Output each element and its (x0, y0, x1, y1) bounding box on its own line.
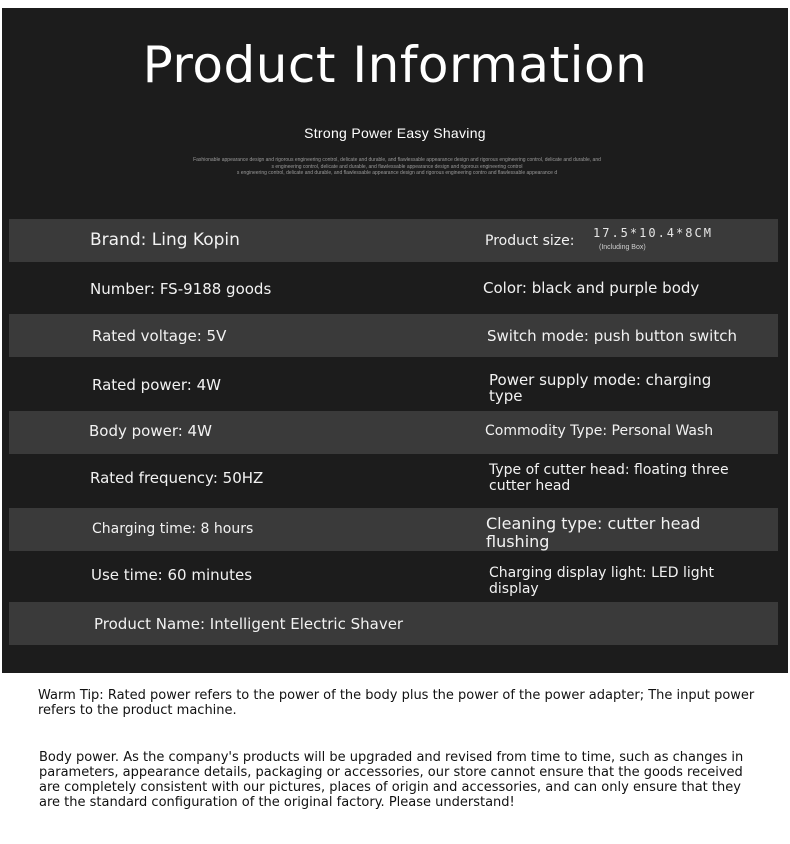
spec-charging-light: Charging display light: LED light display (489, 565, 714, 597)
disclaimer: Body power. As the company's products will be upgraded and revised from time to time, such as changes in parameters, appearance details, packaging or accessories, our store cannot ensure that the goods received are completely consistent with our pictures, places of origin and accessories, and can only ensure that they are the standard configuration of the original factory. Please understand! (39, 750, 744, 810)
page-subtitle: Strong Power Easy Shaving (304, 125, 486, 141)
spec-product-size-value: 17.5*10.4*8CM (593, 226, 713, 240)
warm-tip: Warm Tip: Rated power refers to the power of the body plus the power of the power adapter; The input power refers to the product machine. (38, 688, 755, 718)
page-title: Product Information (142, 36, 648, 94)
spec-row (9, 555, 778, 598)
spec-row (9, 602, 778, 645)
spec-brand: Brand: Ling Kopin (90, 230, 240, 250)
spec-row (9, 267, 778, 310)
fineprint-line: Fashionable appearance design and rigorous engineering control, delicate and durable, and flawlessable appearance design and rigorous engineering control, delicate and durable, and (193, 157, 601, 163)
spec-rated-voltage: Rated voltage: 5V (92, 327, 227, 345)
spec-cutter-head: Type of cutter head: floating three cutter head (489, 462, 729, 494)
spec-commodity-type: Commodity Type: Personal Wash (485, 423, 714, 439)
fineprint (162, 157, 632, 177)
spec-row (9, 411, 778, 454)
spec-rated-power: Rated power: 4W (92, 376, 221, 394)
spec-row (9, 314, 778, 357)
spec-switch-mode: Switch mode: push button switch (487, 327, 737, 345)
spec-use-time: Use time: 60 minutes (91, 566, 253, 584)
fineprint-line: s engineering control, delicate and durable, and flawlessable appearance design and rigorous engineering contro and flawlessable appearance d (236, 170, 558, 176)
spec-number: Number: FS-9188 goods (90, 280, 272, 298)
spec-product-size-label: Product size: (485, 233, 575, 249)
spec-charging-time: Charging time: 8 hours (92, 521, 254, 537)
spec-body-power: Body power: 4W (89, 422, 212, 440)
fineprint-line: s engineering control, delicate and durable, and flawlessable appearance design and rigorous engineering control (271, 163, 523, 170)
spec-row (9, 508, 778, 551)
spec-row (9, 362, 778, 405)
spec-product-name: Product Name: Intelligent Electric Shaver (94, 615, 404, 633)
spec-row (9, 219, 778, 262)
spec-color: Color: black and purple body (483, 279, 700, 297)
spec-rated-frequency: Rated frequency: 50HZ (90, 469, 264, 487)
spec-power-supply-mode: Power supply mode: charging type (489, 371, 712, 405)
spec-product-size-note: (Including Box) (599, 244, 646, 251)
spec-cleaning-type: Cleaning type: cutter head flushing (486, 514, 701, 551)
spec-row (9, 458, 778, 501)
